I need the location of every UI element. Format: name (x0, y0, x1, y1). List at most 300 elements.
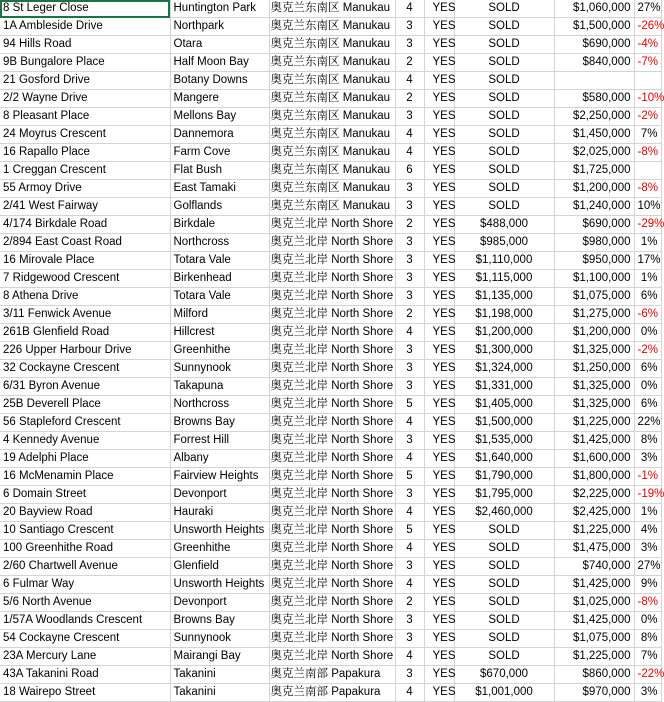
status-cell[interactable]: SOLD (454, 18, 554, 36)
region-cell[interactable]: 奥克兰南部 Papakura (269, 684, 395, 702)
status-cell[interactable]: SOLD (454, 0, 554, 18)
percent-change-cell[interactable]: 4% (634, 522, 661, 540)
region-cell[interactable]: 奥克兰北岸 North Shore (269, 414, 395, 432)
percent-change-cell[interactable]: 22% (634, 414, 661, 432)
bedrooms-cell[interactable]: 2 (395, 594, 424, 612)
region-cell[interactable]: 奥克兰东南区 Manukau (269, 198, 395, 216)
flag-cell[interactable]: YES (424, 612, 454, 630)
sold-price-cell[interactable]: $840,000 (554, 54, 634, 72)
bedrooms-cell[interactable]: 5 (395, 522, 424, 540)
bedrooms-cell[interactable]: 3 (395, 486, 424, 504)
suburb-cell[interactable]: Dannemora (170, 126, 269, 144)
status-cell[interactable]: SOLD (454, 648, 554, 666)
address-cell[interactable]: 5/6 North Avenue (0, 594, 170, 612)
percent-change-cell[interactable]: -22% (634, 666, 661, 684)
address-cell[interactable]: 8 Pleasant Place (0, 108, 170, 126)
region-cell[interactable]: 奥克兰北岸 North Shore (269, 486, 395, 504)
bedrooms-cell[interactable]: 3 (395, 252, 424, 270)
bedrooms-cell[interactable]: 2 (395, 216, 424, 234)
suburb-cell[interactable]: Browns Bay (170, 612, 269, 630)
suburb-cell[interactable]: Forrest Hill (170, 432, 269, 450)
bedrooms-cell[interactable]: 3 (395, 558, 424, 576)
flag-cell[interactable]: YES (424, 162, 454, 180)
suburb-cell[interactable]: Golflands (170, 198, 269, 216)
percent-change-cell[interactable]: -8% (634, 180, 661, 198)
status-cell[interactable]: SOLD (454, 540, 554, 558)
suburb-cell[interactable]: Glenfield (170, 558, 269, 576)
region-cell[interactable]: 奥克兰北岸 North Shore (269, 270, 395, 288)
sold-price-cell[interactable]: $950,000 (554, 252, 634, 270)
suburb-cell[interactable]: Devonport (170, 486, 269, 504)
address-cell[interactable]: 6/31 Byron Avenue (0, 378, 170, 396)
bedrooms-cell[interactable]: 3 (395, 270, 424, 288)
flag-cell[interactable]: YES (424, 396, 454, 414)
address-cell[interactable]: 23A Mercury Lane (0, 648, 170, 666)
flag-cell[interactable]: YES (424, 666, 454, 684)
percent-change-cell[interactable]: 3% (634, 540, 661, 558)
region-cell[interactable]: 奥克兰北岸 North Shore (269, 648, 395, 666)
sold-price-cell[interactable]: $1,275,000 (554, 306, 634, 324)
bedrooms-cell[interactable]: 4 (395, 144, 424, 162)
bedrooms-cell[interactable]: 3 (395, 342, 424, 360)
status-cell[interactable]: SOLD (454, 576, 554, 594)
sold-price-cell[interactable]: $1,100,000 (554, 270, 634, 288)
region-cell[interactable]: 奥克兰北岸 North Shore (269, 252, 395, 270)
suburb-cell[interactable]: Hauraki (170, 504, 269, 522)
bedrooms-cell[interactable]: 5 (395, 468, 424, 486)
flag-cell[interactable]: YES (424, 234, 454, 252)
region-cell[interactable]: 奥克兰东南区 Manukau (269, 72, 395, 90)
bedrooms-cell[interactable]: 4 (395, 324, 424, 342)
bedrooms-cell[interactable]: 4 (395, 540, 424, 558)
status-cell[interactable]: $1,640,000 (454, 450, 554, 468)
sold-price-cell[interactable]: $580,000 (554, 90, 634, 108)
address-cell[interactable]: 21 Gosford Drive (0, 72, 170, 90)
status-cell[interactable]: SOLD (454, 630, 554, 648)
sold-price-cell[interactable]: $1,425,000 (554, 576, 634, 594)
region-cell[interactable]: 奥克兰北岸 North Shore (269, 360, 395, 378)
status-cell[interactable]: $1,135,000 (454, 288, 554, 306)
region-cell[interactable]: 奥克兰北岸 North Shore (269, 522, 395, 540)
sold-price-cell[interactable]: $1,325,000 (554, 342, 634, 360)
status-cell[interactable]: SOLD (454, 198, 554, 216)
address-cell[interactable]: 24 Moyrus Crescent (0, 126, 170, 144)
suburb-cell[interactable]: Unsworth Heights (170, 522, 269, 540)
region-cell[interactable]: 奥克兰东南区 Manukau (269, 162, 395, 180)
status-cell[interactable]: SOLD (454, 36, 554, 54)
percent-change-cell[interactable]: 1% (634, 234, 661, 252)
bedrooms-cell[interactable]: 2 (395, 306, 424, 324)
suburb-cell[interactable]: Farm Cove (170, 144, 269, 162)
percent-change-cell[interactable]: 0% (634, 378, 661, 396)
flag-cell[interactable]: YES (424, 288, 454, 306)
address-cell[interactable]: 1 Creggan Crescent (0, 162, 170, 180)
percent-change-cell[interactable]: 6% (634, 360, 661, 378)
bedrooms-cell[interactable]: 4 (395, 414, 424, 432)
address-cell[interactable]: 8 St Leger Close (0, 0, 170, 18)
flag-cell[interactable]: YES (424, 180, 454, 198)
sold-price-cell[interactable]: $1,200,000 (554, 180, 634, 198)
region-cell[interactable]: 奥克兰东南区 Manukau (269, 108, 395, 126)
sold-price-cell[interactable]: $1,800,000 (554, 468, 634, 486)
suburb-cell[interactable]: Albany (170, 450, 269, 468)
percent-change-cell[interactable]: 0% (634, 612, 661, 630)
region-cell[interactable]: 奥克兰东南区 Manukau (269, 18, 395, 36)
status-cell[interactable]: SOLD (454, 180, 554, 198)
percent-change-cell[interactable]: -4% (634, 36, 661, 54)
sold-price-cell[interactable]: $2,025,000 (554, 144, 634, 162)
region-cell[interactable]: 奥克兰东南区 Manukau (269, 180, 395, 198)
status-cell[interactable]: SOLD (454, 126, 554, 144)
address-cell[interactable]: 4/174 Birkdale Road (0, 216, 170, 234)
flag-cell[interactable]: YES (424, 414, 454, 432)
bedrooms-cell[interactable]: 3 (395, 234, 424, 252)
status-cell[interactable]: $488,000 (454, 216, 554, 234)
bedrooms-cell[interactable]: 4 (395, 126, 424, 144)
address-cell[interactable]: 10 Santiago Crescent (0, 522, 170, 540)
address-cell[interactable]: 16 Rapallo Place (0, 144, 170, 162)
percent-change-cell[interactable]: 6% (634, 288, 661, 306)
address-cell[interactable]: 2/60 Chartwell Avenue (0, 558, 170, 576)
sold-price-cell[interactable]: $1,450,000 (554, 126, 634, 144)
flag-cell[interactable]: YES (424, 216, 454, 234)
percent-change-cell[interactable]: -19% (634, 486, 661, 504)
region-cell[interactable]: 奥克兰东南区 Manukau (269, 144, 395, 162)
flag-cell[interactable]: YES (424, 144, 454, 162)
region-cell[interactable]: 奥克兰北岸 North Shore (269, 234, 395, 252)
status-cell[interactable]: $2,460,000 (454, 504, 554, 522)
flag-cell[interactable]: YES (424, 684, 454, 702)
address-cell[interactable]: 20 Bayview Road (0, 504, 170, 522)
sold-price-cell[interactable]: $690,000 (554, 216, 634, 234)
suburb-cell[interactable]: Otara (170, 36, 269, 54)
sold-price-cell[interactable]: $1,225,000 (554, 648, 634, 666)
flag-cell[interactable]: YES (424, 270, 454, 288)
status-cell[interactable]: $1,115,000 (454, 270, 554, 288)
address-cell[interactable]: 94 Hills Road (0, 36, 170, 54)
status-cell[interactable]: $1,300,000 (454, 342, 554, 360)
suburb-cell[interactable]: Birkenhead (170, 270, 269, 288)
percent-change-cell[interactable]: 10% (634, 198, 661, 216)
status-cell[interactable]: $1,790,000 (454, 468, 554, 486)
percent-change-cell[interactable]: 27% (634, 558, 661, 576)
bedrooms-cell[interactable]: 6 (395, 162, 424, 180)
bedrooms-cell[interactable]: 3 (395, 360, 424, 378)
region-cell[interactable]: 奥克兰北岸 North Shore (269, 504, 395, 522)
suburb-cell[interactable]: Greenhithe (170, 342, 269, 360)
suburb-cell[interactable]: Mangere (170, 90, 269, 108)
status-cell[interactable]: $1,405,000 (454, 396, 554, 414)
address-cell[interactable]: 54 Cockayne Crescent (0, 630, 170, 648)
percent-change-cell[interactable]: -7% (634, 54, 661, 72)
sold-price-cell[interactable]: $980,000 (554, 234, 634, 252)
region-cell[interactable]: 奥克兰北岸 North Shore (269, 288, 395, 306)
suburb-cell[interactable]: East Tamaki (170, 180, 269, 198)
status-cell[interactable]: SOLD (454, 54, 554, 72)
address-cell[interactable]: 25B Deverell Place (0, 396, 170, 414)
status-cell[interactable]: $670,000 (454, 666, 554, 684)
sold-price-cell[interactable]: $1,225,000 (554, 522, 634, 540)
bedrooms-cell[interactable]: 3 (395, 666, 424, 684)
percent-change-cell[interactable]: -6% (634, 306, 661, 324)
bedrooms-cell[interactable]: 3 (395, 18, 424, 36)
percent-change-cell[interactable]: -1% (634, 468, 661, 486)
flag-cell[interactable]: YES (424, 72, 454, 90)
address-cell[interactable]: 32 Cockayne Crescent (0, 360, 170, 378)
bedrooms-cell[interactable]: 4 (395, 684, 424, 702)
region-cell[interactable]: 奥克兰北岸 North Shore (269, 540, 395, 558)
status-cell[interactable]: $1,198,000 (454, 306, 554, 324)
flag-cell[interactable]: YES (424, 252, 454, 270)
suburb-cell[interactable]: Botany Downs (170, 72, 269, 90)
status-cell[interactable]: SOLD (454, 558, 554, 576)
bedrooms-cell[interactable]: 3 (395, 180, 424, 198)
status-cell[interactable]: $1,110,000 (454, 252, 554, 270)
percent-change-cell[interactable]: -26% (634, 18, 661, 36)
suburb-cell[interactable]: Takanini (170, 684, 269, 702)
status-cell[interactable]: SOLD (454, 72, 554, 90)
sold-price-cell[interactable]: $2,225,000 (554, 486, 634, 504)
percent-change-cell[interactable]: 7% (634, 126, 661, 144)
address-cell[interactable]: 16 McMenamin Place (0, 468, 170, 486)
sold-price-cell[interactable]: $1,240,000 (554, 198, 634, 216)
percent-change-cell[interactable]: -29% (634, 216, 661, 234)
flag-cell[interactable]: YES (424, 90, 454, 108)
sold-price-cell[interactable]: $1,500,000 (554, 18, 634, 36)
status-cell[interactable]: SOLD (454, 162, 554, 180)
address-cell[interactable]: 2/894 East Coast Road (0, 234, 170, 252)
bedrooms-cell[interactable]: 3 (395, 198, 424, 216)
suburb-cell[interactable]: Northpark (170, 18, 269, 36)
flag-cell[interactable]: YES (424, 450, 454, 468)
percent-change-cell[interactable]: -8% (634, 594, 661, 612)
region-cell[interactable]: 奥克兰北岸 North Shore (269, 342, 395, 360)
percent-change-cell[interactable] (634, 72, 661, 90)
flag-cell[interactable]: YES (424, 540, 454, 558)
bedrooms-cell[interactable]: 4 (395, 450, 424, 468)
percent-change-cell[interactable]: 7% (634, 648, 661, 666)
status-cell[interactable]: SOLD (454, 108, 554, 126)
suburb-cell[interactable]: Hillcrest (170, 324, 269, 342)
sold-price-cell[interactable]: $2,250,000 (554, 108, 634, 126)
region-cell[interactable]: 奥克兰北岸 North Shore (269, 216, 395, 234)
region-cell[interactable]: 奥克兰北岸 North Shore (269, 468, 395, 486)
status-cell[interactable]: $1,500,000 (454, 414, 554, 432)
sold-price-cell[interactable]: $2,425,000 (554, 504, 634, 522)
flag-cell[interactable]: YES (424, 504, 454, 522)
address-cell[interactable]: 2/2 Wayne Drive (0, 90, 170, 108)
sold-price-cell[interactable]: $1,425,000 (554, 612, 634, 630)
status-cell[interactable]: $1,535,000 (454, 432, 554, 450)
address-cell[interactable]: 1/57A Woodlands Crescent (0, 612, 170, 630)
sold-price-cell[interactable]: $1,075,000 (554, 288, 634, 306)
suburb-cell[interactable]: Sunnynook (170, 360, 269, 378)
percent-change-cell[interactable]: 17% (634, 252, 661, 270)
status-cell[interactable]: $1,331,000 (454, 378, 554, 396)
percent-change-cell[interactable]: 3% (634, 450, 661, 468)
flag-cell[interactable]: YES (424, 378, 454, 396)
suburb-cell[interactable]: Takapuna (170, 378, 269, 396)
flag-cell[interactable]: YES (424, 108, 454, 126)
suburb-cell[interactable]: Totara Vale (170, 288, 269, 306)
address-cell[interactable]: 4 Kennedy Avenue (0, 432, 170, 450)
region-cell[interactable]: 奥克兰北岸 North Shore (269, 576, 395, 594)
sold-price-cell[interactable]: $1,060,000 (554, 0, 634, 18)
sold-price-cell[interactable]: $1,425,000 (554, 432, 634, 450)
flag-cell[interactable]: YES (424, 306, 454, 324)
flag-cell[interactable]: YES (424, 576, 454, 594)
status-cell[interactable]: $1,200,000 (454, 324, 554, 342)
status-cell[interactable]: $985,000 (454, 234, 554, 252)
address-cell[interactable]: 1A Ambleside Drive (0, 18, 170, 36)
sold-price-cell[interactable] (554, 72, 634, 90)
flag-cell[interactable]: YES (424, 360, 454, 378)
percent-change-cell[interactable]: -2% (634, 342, 661, 360)
address-cell[interactable]: 56 Stapleford Crescent (0, 414, 170, 432)
region-cell[interactable]: 奥克兰南部 Papakura (269, 666, 395, 684)
flag-cell[interactable]: YES (424, 522, 454, 540)
suburb-cell[interactable]: Fairview Heights (170, 468, 269, 486)
suburb-cell[interactable]: Northcross (170, 234, 269, 252)
region-cell[interactable]: 奥克兰北岸 North Shore (269, 630, 395, 648)
address-cell[interactable]: 6 Domain Street (0, 486, 170, 504)
percent-change-cell[interactable]: -8% (634, 144, 661, 162)
flag-cell[interactable]: YES (424, 558, 454, 576)
bedrooms-cell[interactable]: 4 (395, 72, 424, 90)
flag-cell[interactable]: YES (424, 36, 454, 54)
suburb-cell[interactable]: Flat Bush (170, 162, 269, 180)
bedrooms-cell[interactable]: 2 (395, 90, 424, 108)
region-cell[interactable]: 奥克兰北岸 North Shore (269, 612, 395, 630)
bedrooms-cell[interactable]: 4 (395, 648, 424, 666)
bedrooms-cell[interactable]: 5 (395, 396, 424, 414)
percent-change-cell[interactable]: 8% (634, 432, 661, 450)
flag-cell[interactable]: YES (424, 198, 454, 216)
address-cell[interactable]: 7 Ridgewood Crescent (0, 270, 170, 288)
sold-price-cell[interactable]: $1,250,000 (554, 360, 634, 378)
sold-price-cell[interactable]: $1,475,000 (554, 540, 634, 558)
bedrooms-cell[interactable]: 3 (395, 288, 424, 306)
bedrooms-cell[interactable]: 4 (395, 0, 424, 18)
flag-cell[interactable]: YES (424, 594, 454, 612)
address-cell[interactable]: 2/41 West Fairway (0, 198, 170, 216)
status-cell[interactable]: SOLD (454, 144, 554, 162)
percent-change-cell[interactable]: 1% (634, 270, 661, 288)
address-cell[interactable]: 55 Armoy Drive (0, 180, 170, 198)
percent-change-cell[interactable]: 0% (634, 324, 661, 342)
status-cell[interactable]: $1,324,000 (454, 360, 554, 378)
flag-cell[interactable]: YES (424, 468, 454, 486)
flag-cell[interactable]: YES (424, 324, 454, 342)
suburb-cell[interactable]: Greenhithe (170, 540, 269, 558)
bedrooms-cell[interactable]: 4 (395, 504, 424, 522)
region-cell[interactable]: 奥克兰北岸 North Shore (269, 396, 395, 414)
region-cell[interactable]: 奥克兰北岸 North Shore (269, 450, 395, 468)
flag-cell[interactable]: YES (424, 630, 454, 648)
region-cell[interactable]: 奥克兰北岸 North Shore (269, 324, 395, 342)
sold-price-cell[interactable]: $860,000 (554, 666, 634, 684)
percent-change-cell[interactable] (634, 162, 661, 180)
address-cell[interactable]: 19 Adelphi Place (0, 450, 170, 468)
address-cell[interactable]: 43A Takanini Road (0, 666, 170, 684)
flag-cell[interactable]: YES (424, 486, 454, 504)
sold-price-cell[interactable]: $1,075,000 (554, 630, 634, 648)
bedrooms-cell[interactable]: 3 (395, 432, 424, 450)
address-cell[interactable]: 261B Glenfield Road (0, 324, 170, 342)
region-cell[interactable]: 奥克兰东南区 Manukau (269, 0, 395, 18)
region-cell[interactable]: 奥克兰东南区 Manukau (269, 126, 395, 144)
flag-cell[interactable]: YES (424, 18, 454, 36)
address-cell[interactable]: 6 Fulmar Way (0, 576, 170, 594)
sold-price-cell[interactable]: $1,600,000 (554, 450, 634, 468)
suburb-cell[interactable]: Mellons Bay (170, 108, 269, 126)
sold-price-cell[interactable]: $1,325,000 (554, 396, 634, 414)
region-cell[interactable]: 奥克兰东南区 Manukau (269, 54, 395, 72)
sold-price-cell[interactable]: $1,200,000 (554, 324, 634, 342)
suburb-cell[interactable]: Takanini (170, 666, 269, 684)
status-cell[interactable]: SOLD (454, 594, 554, 612)
bedrooms-cell[interactable]: 3 (395, 378, 424, 396)
flag-cell[interactable]: YES (424, 648, 454, 666)
bedrooms-cell[interactable]: 3 (395, 612, 424, 630)
percent-change-cell[interactable]: 9% (634, 576, 661, 594)
region-cell[interactable]: 奥克兰东南区 Manukau (269, 90, 395, 108)
region-cell[interactable]: 奥克兰北岸 North Shore (269, 558, 395, 576)
region-cell[interactable]: 奥克兰北岸 North Shore (269, 594, 395, 612)
bedrooms-cell[interactable]: 2 (395, 54, 424, 72)
address-cell[interactable]: 226 Upper Harbour Drive (0, 342, 170, 360)
suburb-cell[interactable]: Browns Bay (170, 414, 269, 432)
address-cell[interactable]: 100 Greenhithe Road (0, 540, 170, 558)
status-cell[interactable]: SOLD (454, 90, 554, 108)
percent-change-cell[interactable]: 27% (634, 0, 661, 18)
suburb-cell[interactable]: Huntington Park (170, 0, 269, 18)
bedrooms-cell[interactable]: 3 (395, 630, 424, 648)
flag-cell[interactable]: YES (424, 432, 454, 450)
sold-price-cell[interactable]: $1,025,000 (554, 594, 634, 612)
flag-cell[interactable]: YES (424, 54, 454, 72)
suburb-cell[interactable]: Devonport (170, 594, 269, 612)
percent-change-cell[interactable]: -2% (634, 108, 661, 126)
suburb-cell[interactable]: Totara Vale (170, 252, 269, 270)
sold-price-cell[interactable]: $970,000 (554, 684, 634, 702)
address-cell[interactable]: 16 Mirovale Place (0, 252, 170, 270)
suburb-cell[interactable]: Milford (170, 306, 269, 324)
sold-price-cell[interactable]: $1,225,000 (554, 414, 634, 432)
sold-price-cell[interactable]: $1,325,000 (554, 378, 634, 396)
flag-cell[interactable]: YES (424, 342, 454, 360)
percent-change-cell[interactable]: 3% (634, 684, 661, 702)
sold-price-cell[interactable]: $1,725,000 (554, 162, 634, 180)
status-cell[interactable]: $1,001,000 (454, 684, 554, 702)
percent-change-cell[interactable]: 6% (634, 396, 661, 414)
sold-price-cell[interactable]: $740,000 (554, 558, 634, 576)
percent-change-cell[interactable]: -10% (634, 90, 661, 108)
region-cell[interactable]: 奥克兰东南区 Manukau (269, 36, 395, 54)
address-cell[interactable]: 3/11 Fenwick Avenue (0, 306, 170, 324)
flag-cell[interactable]: YES (424, 126, 454, 144)
percent-change-cell[interactable]: 1% (634, 504, 661, 522)
sold-price-cell[interactable]: $690,000 (554, 36, 634, 54)
flag-cell[interactable]: YES (424, 0, 454, 18)
suburb-cell[interactable]: Sunnynook (170, 630, 269, 648)
bedrooms-cell[interactable]: 4 (395, 576, 424, 594)
percent-change-cell[interactable]: 8% (634, 630, 661, 648)
region-cell[interactable]: 奥克兰北岸 North Shore (269, 432, 395, 450)
suburb-cell[interactable]: Northcross (170, 396, 269, 414)
suburb-cell[interactable]: Unsworth Heights (170, 576, 269, 594)
status-cell[interactable]: SOLD (454, 612, 554, 630)
